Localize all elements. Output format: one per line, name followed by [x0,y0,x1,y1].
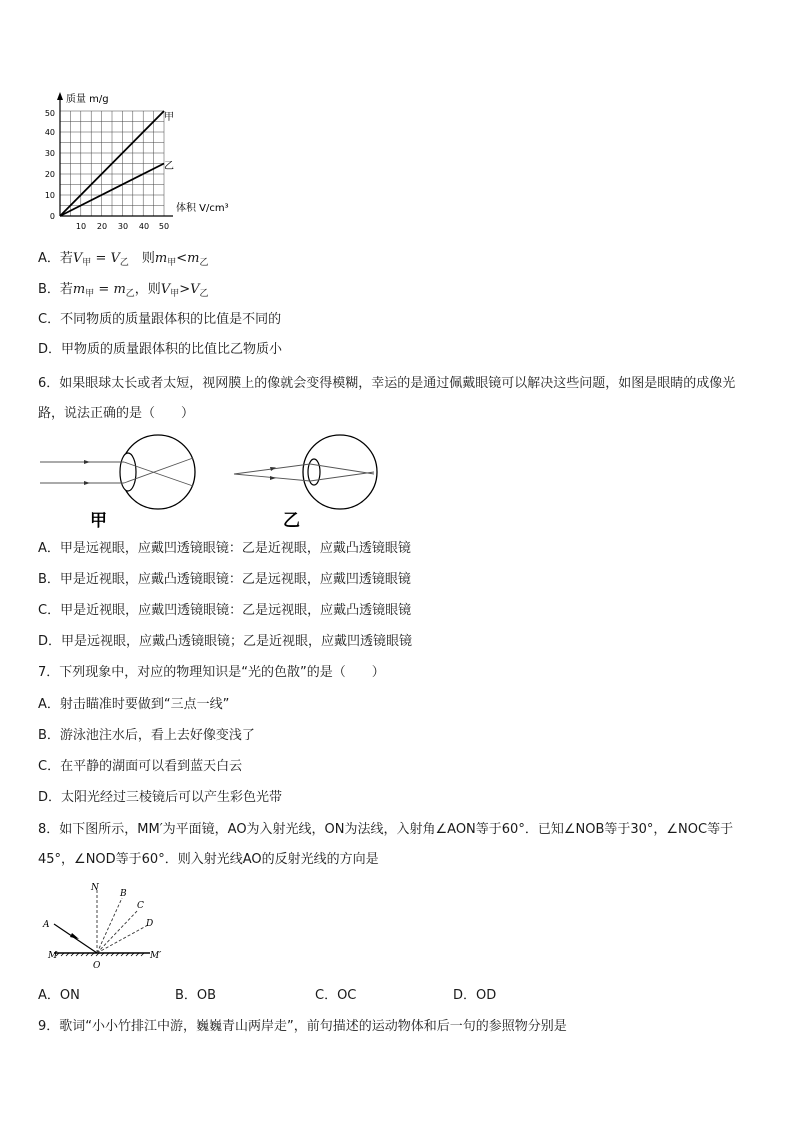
q6-stem: 6．如果眼球太长或者太短，视网膜上的像就会变得模糊，幸运的是通过佩戴眼镜可以解决这些问题，如图是眼睛的成像光路，说法正确的是（ ） [38,376,736,421]
q7-option-d: D．太阳光经过三棱镜后可以产生彩色光带 [38,790,283,805]
y-tick-label: 10 [44,191,55,200]
q5-option-b: B．若$m_甲 = m_乙$，则$V_甲>V_乙$ [38,282,209,299]
label-m-prime: M′ [150,951,162,961]
ray-od [97,925,148,953]
mass-volume-graph [38,86,238,234]
x-tick-label: 10 [75,222,87,231]
q5-option-d: D．甲物质的质量跟体积的比值比乙物质小 [38,342,283,357]
ray-arrow [270,476,276,480]
label-c: C [137,901,144,911]
label-b: B [120,889,127,899]
line-label-jia: 甲 [164,112,174,123]
label-a: A [43,920,50,930]
y-axis-arrow [57,92,63,100]
y-tick-label: 50 [44,109,55,118]
eye-diagrams [38,432,398,530]
x-tick-label: 40 [138,222,150,231]
q5-option-c: C．不同物质的质量跟体积的比值是不同的 [38,312,282,327]
label-o: O [93,961,101,971]
q8-option-b: B．OB [175,988,217,1003]
y-tick-label: 0 [49,212,55,221]
x-tick-label: 20 [96,222,108,231]
mirror-diagram [38,878,164,978]
q7-option-a: A．射击瞄准时要做到“三点一线” [38,697,230,712]
q6-option-d: D．甲是远视眼，应戴凸透镜眼镜；乙是近视眼，应戴凹透镜眼镜 [38,634,413,649]
line-label-yi: 乙 [164,161,174,172]
label-m: M [48,951,58,961]
q8-stem: 8．如下图所示，MM′为平面镜，AO为入射光线，ON为法线，入射角∠AON等于60°．已知∠NOB等于30°，∠NOC等于45°，∠NOD等于60°．则入射光线AO的反射光线的方向是 [38,822,734,867]
q6-option-b: B．甲是近视眼，应戴凸透镜眼镜：乙是远视眼，应戴凹透镜眼镜 [38,572,411,587]
label-n: N [91,883,99,893]
q7-stem: 7．下列现象中，对应的物理知识是“光的色散”的是（ ） [38,665,385,680]
q6-option-c: C．甲是近视眼，应戴凹透镜眼镜：乙是远视眼，应戴凸透镜眼镜 [38,603,412,618]
y-tick-label: 20 [44,170,55,179]
eye-yi [234,435,377,509]
q8-option-c: C．OC [315,988,357,1003]
x-axis-label: 体积 V/cm³ [176,203,229,214]
q8-option-a: A．ON [38,988,80,1003]
y-tick-labels [45,109,55,221]
x-tick-labels [76,222,169,231]
incident-ray-ao [54,924,97,953]
label-d: D [146,919,154,929]
eye-jia [40,435,195,509]
y-tick-label: 30 [44,149,55,158]
lens-jia [120,453,136,491]
q8-options [38,987,496,1005]
q7-option-b: B．游泳池注水后，看上去好像变浅了 [38,728,255,743]
ray-arrow [84,460,90,464]
x-tick-label: 50 [158,222,170,231]
q8-option-d: D．OD [453,988,497,1003]
x-tick-label: 30 [117,222,129,231]
q6-option-a: A．甲是远视眼，应戴凹透镜眼镜：乙是近视眼，应戴凸透镜眼镜 [38,541,411,556]
y-axis-label: 质量 m/g [66,94,109,105]
q7-option-c: C．在平静的湖面可以看到蓝天白云 [38,759,243,774]
ray-oc [97,910,138,953]
ray-ob [97,898,122,953]
q5-option-a: A．若$V_甲 = V_乙$ 则$m_甲<m_乙$ [38,251,209,268]
y-tick-label: 40 [44,128,55,137]
q9-stem: 9．歌词“小小竹排江中游，巍巍青山两岸走”，前句描述的运动物体和后一句的参照物分别是 [38,1019,567,1034]
ray-arrow [84,481,90,485]
eye-label-yi: 乙 [283,511,300,530]
eye-label-jia: 甲 [90,511,107,530]
